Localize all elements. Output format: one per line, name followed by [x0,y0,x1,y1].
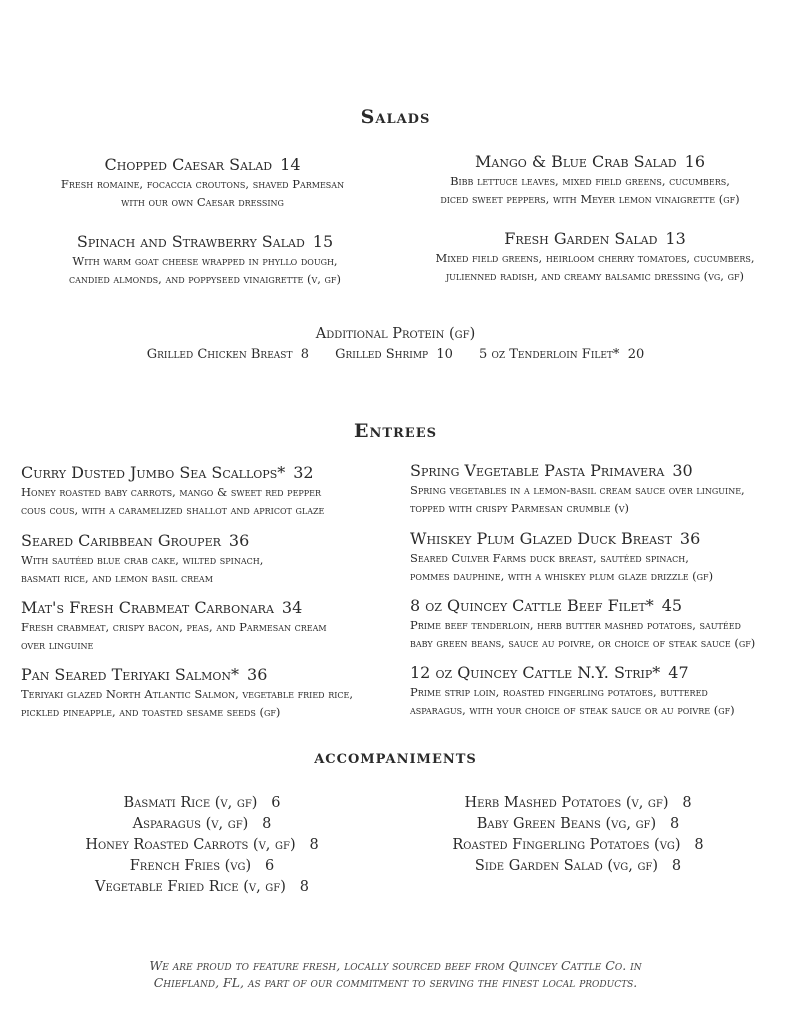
item-name: Chopped Caesar Salad [104,155,273,174]
item-name: 8 oz Quincey Cattle Beef Filet* [410,596,654,615]
protein-price: 20 [627,347,645,362]
item-description: topped with crispy Parmesan crumble (v) [410,501,630,515]
item-price: 45 [661,596,683,615]
accompaniment-item [27,793,377,814]
accompaniments-heading: accompaniments [314,746,477,768]
accompaniment-price: 8 [682,795,692,811]
item-description: Fresh romaine, focaccia croutons, shaved Parmesan [60,177,345,191]
protein-price: 8 [300,347,309,362]
accompaniment-price: 8 [262,816,272,832]
item-price: 30 [672,461,693,480]
accompaniment-name: Honey Roasted Carrots (v, gf) [85,837,296,853]
item-name: 12 oz Quincey Cattle N.Y. Strip* [410,663,661,682]
protein-price: 10 [436,347,453,362]
footer-line: We are proud to feature fresh, locally sourced beef from Quincey Cattle Co. in [149,958,642,973]
item-description: Fresh crabmeat, crispy bacon, peas, and Parmesan cream [21,620,327,634]
additional-protein-heading: Additional Protein (gf) [315,326,476,342]
accompaniments-right-column [403,793,753,877]
accompaniments-left-column [27,793,377,898]
footer-line: Chiefland, FL, as part of our commitment to serving the finest local products. [153,975,638,990]
item-price: 13 [665,229,686,248]
accompaniment-item [403,814,753,835]
accompaniment-price: 8 [671,858,682,874]
item-description: pickled pineapple, and toasted sesame seeds (gf) [21,705,281,719]
item-description: over linguine [21,638,94,652]
accompaniment-name: Side Garden Salad (vg, gf) [474,858,659,874]
item-price: 36 [228,531,250,550]
item-description: Spring vegetables in a lemon-basil cream sauce over linguine, [410,483,745,497]
accompaniment-item [403,856,753,877]
item-name: Spring Vegetable Pasta Primavera [410,461,665,480]
item-description: asparagus, with your choice of steak sauce or au poivre (gf) [410,703,735,717]
accompaniment-name: French Fries (vg) [129,858,252,874]
entrees-heading: Entrees [353,420,438,442]
menu-item [410,461,745,517]
item-name: Mango & Blue Crab Salad [475,152,677,171]
accompaniment-name: Baby Green Beans (vg, gf) [476,816,657,832]
menu-item [410,529,713,585]
item-name: Seared Caribbean Grouper [21,531,221,550]
salads-heading: Salads [360,106,431,128]
accompaniment-name: Basmati Rice (v, gf) [123,795,258,811]
item-price: 34 [281,598,303,617]
item-description: Prime beef tenderloin, herb butter mashed potatoes, sautéed [410,618,741,632]
item-description: With sautéed blue crab cake, wilted spinach, [21,553,264,567]
item-description: cous cous, with a caramelized shallot and apricot glaze [21,503,325,517]
item-description: Seared Culver Farms duck breast, sautéed spinach, [410,551,689,565]
item-name: Mat's Fresh Crabmeat Carbonara [21,598,274,617]
menu-item [21,463,324,519]
item-description: Teriyaki glazed North Atlantic Salmon, vegetable fried rice, [21,687,354,701]
accompaniment-name: Herb Mashed Potatoes (v, gf) [464,795,669,811]
protein-option [335,347,453,362]
menu-item [410,596,755,652]
accompaniment-price: 8 [694,837,704,853]
menu-item [20,232,390,288]
protein-name: 5 oz Tenderloin Filet* [479,347,620,362]
item-price: 47 [668,663,689,682]
additional-protein-options [0,347,791,362]
item-name: Fresh Garden Salad [504,229,658,248]
item-description: Bibb lettuce leaves, mixed field greens, cucumbers, [450,174,730,188]
item-name: Whiskey Plum Glazed Duck Breast [410,529,672,548]
menu-item [400,229,790,285]
item-description: with our own Caesar dressing [121,195,284,209]
item-description: Prime strip loin, roasted fingerling potatoes, buttered [410,685,708,699]
item-price: 36 [679,529,701,548]
protein-name: Grilled Chicken Breast [146,347,293,362]
item-price: 36 [247,665,268,684]
item-description: basmati rice, and lemon basil cream [21,571,213,585]
item-price: 14 [280,155,301,174]
item-description: diced sweet peppers, with Meyer lemon vinaigrette (gf) [440,192,740,206]
protein-name: Grilled Shrimp [335,347,429,362]
accompaniment-price: 6 [265,858,275,874]
item-description: julienned radish, and creamy balsamic dressing (vg, gf) [445,269,745,283]
item-description: pommes dauphine, with a whiskey plum glaze drizzle (gf) [410,569,714,583]
item-name: Pan Seared Teriyaki Salmon* [21,665,240,684]
accompaniment-item [403,793,753,814]
accompaniment-name: Vegetable Fried Rice (v, gf) [95,879,286,895]
menu-item [21,531,263,587]
accompaniment-item [403,835,753,856]
item-price: 15 [312,232,334,251]
accompaniment-item [27,814,377,835]
protein-option [147,347,309,362]
menu-item [21,598,327,654]
menu-item [405,152,775,208]
menu-item [21,665,353,721]
item-price: 16 [684,152,705,171]
item-description: With warm goat cheese wrapped in phyllo dough, [72,254,338,268]
item-description: candied almonds, and poppyseed vinaigrette (v, gf) [69,272,341,286]
accompaniment-item [27,835,377,856]
item-name: Curry Dusted Jumbo Sea Scallops* [21,463,286,482]
menu-item [410,663,735,719]
footer-note [0,957,791,991]
protein-option [479,347,644,362]
accompaniment-price: 6 [271,795,281,811]
menu-item [30,155,375,211]
item-name: Spinach and Strawberry Salad [76,232,305,251]
accompaniment-item [27,856,377,877]
accompaniment-price: 8 [299,879,309,895]
accompaniment-price: 8 [669,816,680,832]
item-description: Mixed field greens, heirloom cherry tomatoes, cucumbers, [435,251,755,265]
accompaniment-item [27,877,377,898]
item-description: baby green beans, sauce au poivre, or choice of steak sauce (gf) [410,636,756,650]
item-description: Honey roasted baby carrots, mango & sweet red pepper [21,485,322,499]
item-price: 32 [293,463,314,482]
accompaniment-price: 8 [309,837,319,853]
accompaniment-name: Roasted Fingerling Potatoes (vg) [452,837,681,853]
accompaniment-name: Asparagus (v, gf) [132,816,249,832]
